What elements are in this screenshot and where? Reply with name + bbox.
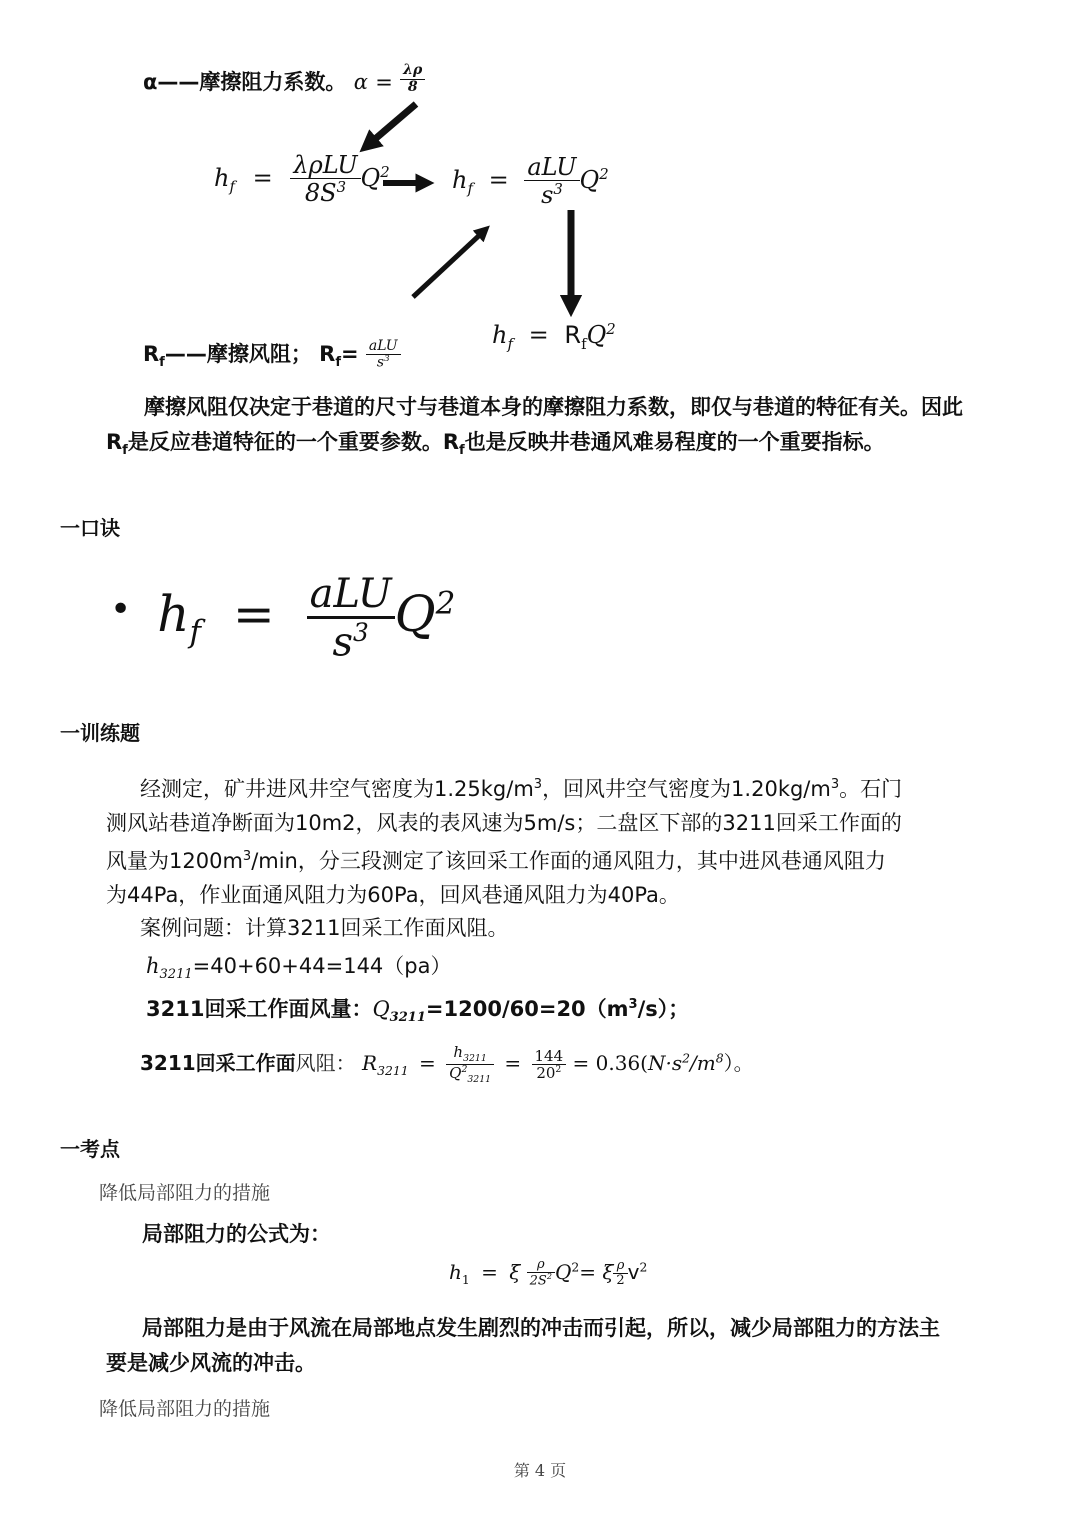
calc2-sub: 3211 <box>389 1010 426 1026</box>
big-formula <box>110 572 455 664</box>
formula1-h-sub: f <box>229 177 235 196</box>
local-den1-base: 2S <box>529 1273 547 1289</box>
local-Q: Q <box>554 1259 572 1284</box>
formula2-numerator: aLU <box>524 154 579 181</box>
rf-eq: = <box>341 342 359 366</box>
alpha-numerator: λρ <box>400 63 425 79</box>
ex-p1b: ，回风井空气密度为1.20kg/m <box>542 777 831 801</box>
calc3-unit-mid: /m <box>689 1051 716 1076</box>
calc3-unit: N·s <box>647 1051 683 1076</box>
alpha-eq: = <box>375 70 393 94</box>
big-eq: = <box>232 585 275 644</box>
calc3-fraction1 <box>446 1044 494 1085</box>
paragraph-friction-resistance <box>106 390 976 468</box>
arrow-rf-to-formula2 <box>413 231 484 297</box>
formula3-R-sub: f <box>581 334 587 353</box>
rf-definition <box>143 338 401 371</box>
local-Q-sup: 2 <box>571 1259 580 1275</box>
calc3-num1 <box>446 1044 494 1065</box>
local-den1 <box>527 1273 555 1289</box>
ex-p1c: 。石门测风站巷道净断面为10m2，风表的表风速为5m/s；二盘区下部的3211回采工作面的风量为1200m <box>106 777 903 873</box>
local-den2: 2 <box>616 1272 625 1288</box>
local-h-sub: 1 <box>461 1271 470 1287</box>
formula3-Q: Q <box>586 321 607 349</box>
formula3-R: R <box>564 321 582 349</box>
rf-symbol: R <box>143 342 160 366</box>
calc3-sub: 3211 <box>377 1063 409 1079</box>
rf-numerator: aLU <box>366 339 401 355</box>
formula3-eq: = <box>528 321 549 349</box>
calc3-result: = 0.36( <box>572 1051 648 1076</box>
alpha-label: α——摩擦阻力系数。 <box>143 70 347 94</box>
calc3-num1-sub: 3211 <box>463 1053 487 1064</box>
calc3-den2-sup: 2 <box>555 1064 562 1076</box>
exercise-question: 案例问题：计算3211回采工作面风阻。 <box>140 916 509 940</box>
para1-part2: 是反应巷道特征的一个重要参数。R <box>127 430 460 454</box>
formula-hf-alpha <box>452 154 609 209</box>
formula2-h-sub: f <box>467 179 473 198</box>
ex-sup2: 3 <box>830 777 840 792</box>
calc3-var: R <box>362 1051 378 1076</box>
alpha-var: α <box>353 70 368 94</box>
local-xi2: ξ <box>602 1259 614 1284</box>
formula1-den-sup: 3 <box>336 178 347 197</box>
formula2-denominator <box>524 181 579 208</box>
calc2-label: 3211回采工作面风量： <box>146 997 373 1021</box>
calc3-den1-sup: 2 <box>461 1064 468 1076</box>
formula2-Q-sup: 2 <box>599 164 609 183</box>
calc3-eq2: = <box>504 1051 522 1076</box>
calc3-end: ）。 <box>723 1051 754 1076</box>
calc3-eq1: = <box>419 1051 436 1076</box>
local-resistance-formula <box>449 1258 647 1289</box>
calc3-num1-base: h <box>453 1043 464 1061</box>
local-num1: ρ <box>527 1258 555 1273</box>
reduce-local-resistance-title: 降低局部阻力的措施 <box>99 1182 271 1204</box>
calc3-den1-base: Q <box>449 1064 462 1083</box>
rf-sub: f <box>159 355 165 371</box>
formula2-eq: = <box>488 165 509 194</box>
formula2-den-sup: 3 <box>553 180 563 199</box>
local-num2: ρ <box>613 1259 627 1274</box>
calc2-sup: 3 <box>628 997 638 1012</box>
rf-denominator <box>366 355 401 371</box>
para1-part3: 也是反映井巷通风难易程度的一个重要指标。 <box>464 430 885 454</box>
local-xi: ξ <box>509 1259 521 1284</box>
section-heading-xunlian: 一训练题 <box>60 721 140 745</box>
formula1-numerator: λρLU <box>290 152 360 179</box>
calc-h3211 <box>146 950 452 982</box>
calc3-den2-base: 20 <box>536 1064 556 1083</box>
calc2-end: /s）； <box>637 997 690 1021</box>
formula1-fraction <box>290 152 360 207</box>
formula3-h-sub: f <box>507 334 513 353</box>
big-den-base: s <box>332 619 353 666</box>
calc3-num2: 144 <box>532 1048 567 1066</box>
ex-sup3: 3 <box>242 849 252 864</box>
local-v-sup: 2 <box>639 1259 648 1275</box>
local-eq2: = <box>579 1259 597 1284</box>
big-denominator <box>307 619 395 664</box>
big-Q: Q <box>394 585 436 644</box>
big-den-sup: 3 <box>352 618 369 647</box>
formula3-Q-sup: 2 <box>606 320 616 338</box>
formula-hf-full <box>214 152 390 207</box>
paragraph-local-resistance: 局部阻力是由于风流在局部地点发生剧烈的冲击而引起，所以，减少局部阻力的方法主要是减少风流的冲击。 <box>106 1316 940 1375</box>
formula2-den-base: s <box>541 181 554 210</box>
exercise-paragraph <box>106 768 906 912</box>
formula1-Q-sup: 2 <box>380 162 390 181</box>
bullet: • <box>110 589 132 631</box>
big-h: h <box>157 585 190 644</box>
ex-sup1: 3 <box>533 777 543 792</box>
calc1-sub: 3211 <box>159 967 193 983</box>
calc3-unit-sup2: 8 <box>715 1050 724 1066</box>
calc1-rest: =40+60+44=144（pa） <box>192 954 452 978</box>
big-numerator: aLU <box>307 572 395 619</box>
formula1-den-base: 8S <box>304 179 337 208</box>
formula3-h: h <box>492 321 508 349</box>
calc1-var: h <box>146 954 160 978</box>
rf-den-sup: 3 <box>384 354 390 365</box>
local-fraction1 <box>527 1258 555 1289</box>
para1-part1: 摩擦风阻仅决定于巷道的尺寸与巷道本身的摩擦阻力系数，即仅与巷道的特征有关。因此R <box>106 395 963 454</box>
formula2-fraction <box>524 154 579 209</box>
calc3-den1-sub: 3211 <box>467 1074 492 1086</box>
calc3-unit-sup: 2 <box>682 1050 690 1066</box>
reduce-local-resistance-title-2: 降低局部阻力的措施 <box>99 1398 271 1420</box>
calc3-den1 <box>446 1065 494 1085</box>
calc3-den2 <box>532 1065 567 1082</box>
section-heading-koujue: 一口诀 <box>60 516 120 540</box>
big-h-sub: f <box>189 614 201 651</box>
section-heading-kaodian: 一考点 <box>60 1137 120 1161</box>
para1-sub1: f <box>122 443 128 459</box>
formula1-h: h <box>214 163 230 192</box>
calc3-label-a: 3211回采工作面 <box>140 1051 296 1076</box>
calc3-fraction2 <box>532 1048 567 1082</box>
page-number: 第 4 页 <box>513 1461 567 1480</box>
rf-symbol-2: R <box>319 342 336 366</box>
big-fraction <box>307 572 395 664</box>
big-Q-sup: 2 <box>435 585 456 622</box>
local-den1-sup: 2 <box>546 1272 552 1282</box>
calc-q3211 <box>146 993 689 1025</box>
formula1-eq: = <box>252 163 273 192</box>
rf-den-base: s <box>376 354 385 371</box>
formula2-Q: Q <box>579 165 600 194</box>
ex-p1d: /min，分三段测定了该回采工作面的通风阻力，其中进风巷通风阻力为44Pa，作业面通风阻力为60Pa，回风巷通风阻力为40Pa。 <box>106 849 886 907</box>
calc-r3211 <box>140 1044 754 1085</box>
rf-sub-2: f <box>335 355 341 371</box>
local-v: v <box>627 1259 640 1284</box>
local-h: h <box>449 1259 462 1284</box>
formula1-Q: Q <box>360 163 381 192</box>
local-fraction2 <box>613 1259 627 1289</box>
rf-label: ——摩擦风阻； <box>164 342 312 366</box>
formula-hf-rf <box>492 320 616 353</box>
alpha-denominator: 8 <box>407 78 418 95</box>
calc2-rest: =1200/60=20（m <box>425 997 629 1021</box>
arrow-alpha-to-formula <box>368 104 416 145</box>
formula1-denominator <box>290 179 360 206</box>
local-formula-intro: 局部阻力的公式为： <box>142 1222 331 1246</box>
local-eq: = <box>481 1259 498 1284</box>
ex-p1a: 经测定，矿井进风井空气密度为1.25kg/m <box>140 777 534 801</box>
calc3-label-b: 风阻： <box>295 1051 356 1076</box>
formula2-h: h <box>452 165 468 194</box>
rf-fraction <box>366 339 401 371</box>
calc2-var: Q <box>372 997 390 1021</box>
para1-sub2: f <box>459 443 465 459</box>
